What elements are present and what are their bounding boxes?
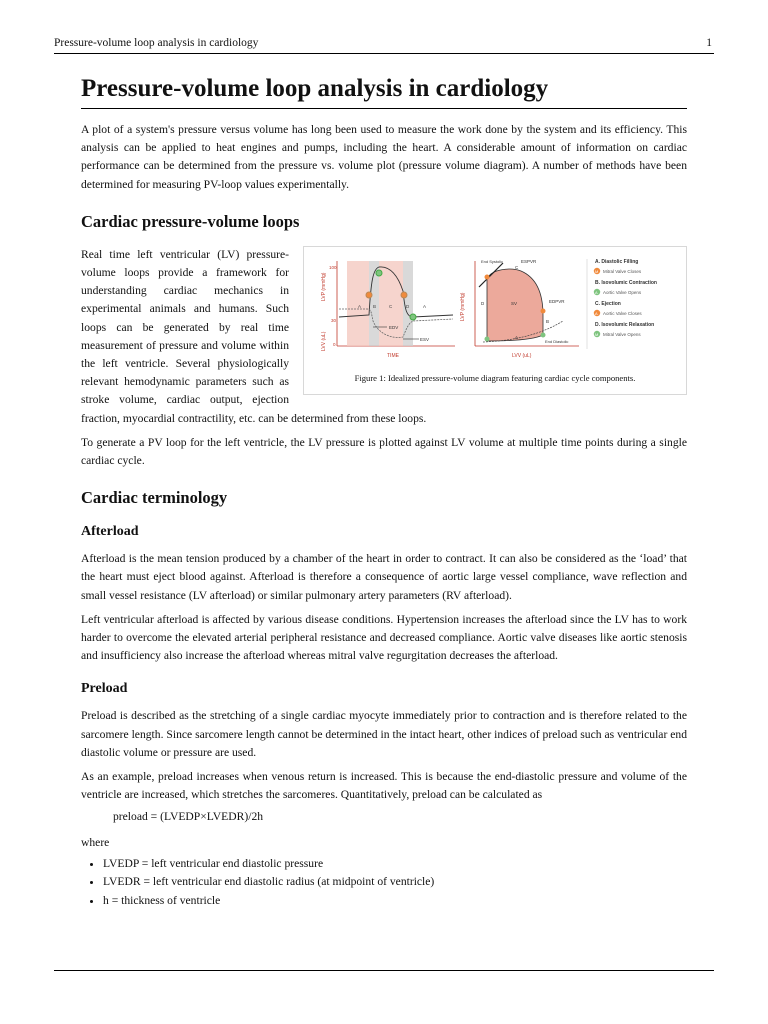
where-label: where <box>81 836 110 850</box>
preload-definitions-list <box>81 855 687 910</box>
svg-text:A: A <box>595 289 598 295</box>
svg-text:Mitral Valve Opens: Mitral Valve Opens <box>603 331 641 337</box>
svg-text:M: M <box>595 268 599 274</box>
legend-item-1 <box>595 259 638 265</box>
phase-b: B <box>373 303 377 309</box>
heading-afterload: Afterload <box>81 524 139 540</box>
svg-text:Aortic Valve Opens: Aortic Valve Opens <box>603 289 642 295</box>
esv-label: ESV <box>420 336 430 342</box>
tick-0: 0 <box>333 341 336 347</box>
intro-paragraph: A plot of a system's pressure versus volume has long been used to measure the work done by the system and its efficiency. This analysis can be applied to heat engines and pumps, including the heart. A considerable amount of information on cardiac performance can be determined from the pressure vs. volume plot (pressure volume diagram). A number of methods have been determined for measuring PV-loop values experimentally. <box>81 123 687 191</box>
pv-diagram-image <box>307 251 683 369</box>
afterload-paragraph-1: Afterload is the mean tension produced by a chamber of the heart in order to contract. It can also be considered as the ‘load’ that the heart must eject blood against. Afterload is therefore a consequence of aortic large vessel compliance, wave reflection and small vessel resistance (LV afterload) or similar pulmonary artery parameters (RV afterload). <box>81 552 687 602</box>
svg-text:A. Diastolic Filling: A. Diastolic Filling <box>595 258 639 265</box>
list-item: • h = thickness of ventricle <box>103 892 687 910</box>
svg-text:B. Isovolumic Contraction: B. Isovolumic Contraction <box>595 279 657 286</box>
heading-cardiac-terminology: Cardiac terminology <box>81 488 228 508</box>
sv-label: SV <box>511 300 518 306</box>
figure-caption: Figure 1: Idealized pressure-volume diagram featuring cardiac cycle components. <box>354 372 636 383</box>
phase-a1: A <box>358 303 362 309</box>
preload-paragraph-1: Preload is described as the stretching of a single cardiac myocyte immediately prior to contraction and is therefore related to the sarcomere length. Since sarcomere length cannot be determined in the intact heart, other indices of preload such as ventricular end diastolic volume or pressure are used. <box>81 709 687 759</box>
loop-letter-c: C <box>515 264 519 270</box>
left-y-label-top: LVP (mmHg) <box>321 272 327 301</box>
svg-text:Aortic Valve Closes: Aortic Valve Closes <box>603 310 642 316</box>
phase-c: C <box>389 303 393 309</box>
edv-label: EDV <box>389 324 399 330</box>
heading-cardiac-pv-loops: Cardiac pressure-volume loops <box>81 211 300 231</box>
left-x-label: TIME <box>387 352 399 359</box>
afterload-paragraph-2: Left ventricular afterload is affected by various disease conditions. Hypertension increases the afterload since the LV has to work harder to overcome the elevated arterial peripheral resistance and decreased compliance. Aortic valve diseases like aortic stenosis and insufficiency also increase the afterload whereas mitral valve regurgitation decreases the afterload. <box>81 612 687 663</box>
pv-loop-panel <box>460 259 579 359</box>
edpvr-label: EDPVR <box>549 298 565 304</box>
page-number: 1 <box>706 37 712 49</box>
phase-d: D <box>406 303 410 309</box>
end-systolic-label: End Systolic <box>481 258 504 264</box>
loop-letter-a: A <box>515 334 519 340</box>
page-title: Pressure-volume loop analysis in cardiology <box>81 73 687 109</box>
loop-letter-d: D <box>481 300 485 306</box>
legend-item-5 <box>595 301 621 307</box>
legend-item-7 <box>595 322 654 328</box>
running-header <box>54 37 714 53</box>
svg-text:A: A <box>595 310 598 316</box>
footer-rule <box>54 970 714 971</box>
pv-loops-paragraph-1: Real time left ventricular (LV) pressure-volume loops provide a framework for understanding cardiac mechanics in experimental animals and humans. Such loops can be generated by real time measurement of pressure and volume within the left ventricle. Several physiologically relevant hemodynamic parameters such as stroke volume, cardiac output, ejection fraction, myocardial contractility, etc. can be determined from these loops. <box>81 247 427 425</box>
espvr-label: ESPVR <box>521 258 537 264</box>
legend-item-6 <box>594 310 643 316</box>
list-item: • LVEDP = left ventricular end diastolic pressure <box>103 855 687 873</box>
preload-formula: preload = (LVEDP×LVEDR)/2h <box>113 810 264 824</box>
legend-item-3 <box>595 280 657 286</box>
time-plot-panel <box>321 261 455 359</box>
list-item: • LVEDR = left ventricular end diastolic radius (at midpoint of ventricle) <box>103 873 687 891</box>
heading-preload: Preload <box>81 681 128 697</box>
svg-text:C. Ejection: C. Ejection <box>595 300 621 307</box>
svg-text:Mitral Valve Closes: Mitral Valve Closes <box>603 268 642 274</box>
tick-30: 30 <box>331 317 337 323</box>
svg-text:D. Isovolumic Relaxation: D. Isovolumic Relaxation <box>595 321 655 328</box>
tick-100: 100 <box>329 264 337 270</box>
legend-panel <box>587 259 657 349</box>
svg-text:M: M <box>595 331 599 337</box>
end-diastolic-label: End Diastolic <box>545 338 569 344</box>
right-x-label: LVV (uL) <box>512 352 532 359</box>
right-y-label: LVP (mmHg) <box>460 292 466 321</box>
phase-a2: A <box>423 303 427 309</box>
legend-item-2 <box>594 268 642 274</box>
header-rule <box>54 53 714 54</box>
pv-loops-paragraph-2: To generate a PV loop for the left ventricle, the LV pressure is plotted against LV volume at multiple time points during a single cardiac cycle. <box>81 435 687 468</box>
loop-letter-b: B <box>546 318 550 324</box>
legend-item-8 <box>594 331 642 337</box>
legend-item-4 <box>594 289 642 295</box>
left-y-label-bottom: LVV (uL) <box>321 331 327 351</box>
article-body <box>81 73 687 910</box>
preload-paragraph-2: As an example, preload increases when venous return is increased. This is because the end-diastolic pressure and volume of the ventricle are increased, which stretches the sarcomeres. Quantitatively, preload can be calculated as <box>81 770 687 802</box>
figure-pv-diagram <box>303 246 687 395</box>
running-title: Pressure-volume loop analysis in cardiology <box>54 37 259 49</box>
